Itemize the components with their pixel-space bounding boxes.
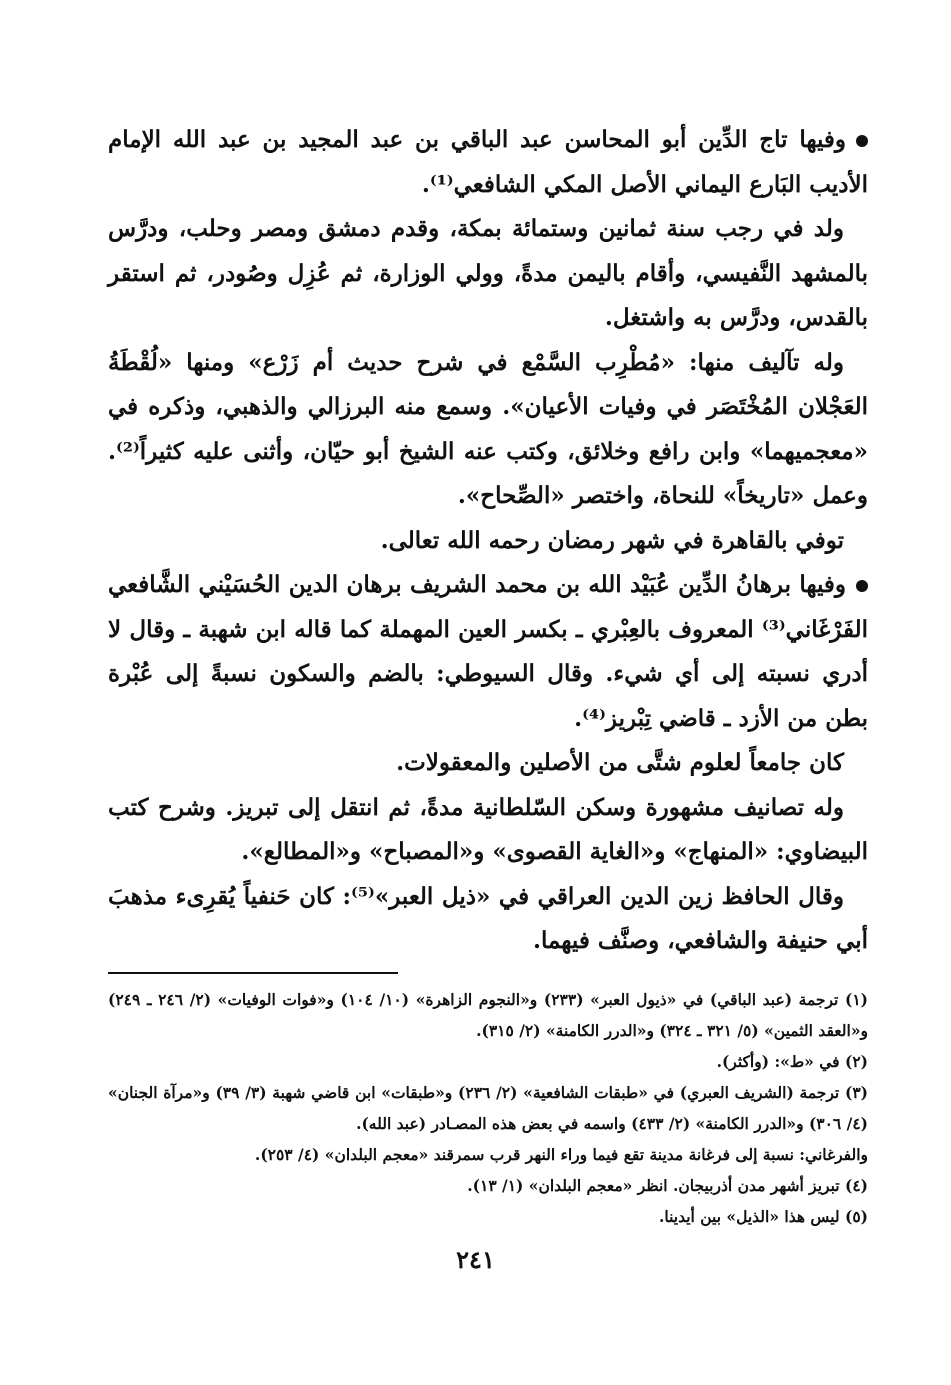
main-text <box>108 118 868 964</box>
paragraph-text: كان جامعاً لعلوم شتَّى من الأصلين والمعقولات. <box>396 749 844 776</box>
page-content <box>108 118 868 1232</box>
footnote-3: (٣) ترجمة (الشريف العبري) في «طبقات الشافعية» (٢/ ٢٣٦) و«طبقات» ابن قاضي شهبة (٣/ ٣٩) و«مرآة الجنان» (٤/ ٣٠٦) و«الدرر الكامنة» (٢/ ٤٣٣) واسمه في بعض هذه المصـادر (عبد الله). <box>108 1082 868 1133</box>
paragraph-5 <box>108 563 868 741</box>
footnote-2: (٢) في «ط»: (وأكثر). <box>716 1051 868 1071</box>
footnote-4: (٤) تبريز أشهر مدن أذربيجان. انظر «معجم البلدان» (١/ ١٣). <box>467 1175 868 1195</box>
bullet-icon <box>856 580 868 592</box>
paragraph-3 <box>108 341 868 519</box>
paragraph-text: وله تصانيف مشهورة وسكن السّلطانية مدةً، ثم انتقل إلى تبريز. وشرح كتب البيضاوي: «المنهاج» و«الغاية القصوى» و«المصباح» و«المطالع». <box>108 793 868 865</box>
paragraph-text: ولد في رجب سنة ثمانين وستمائة بمكة، وقدم دمشق ومصر وحلب، ودرَّس بالمشهد النَّفيسي، وأقام باليمن مدةً، وولي الوزارة، ثم عُزِل وصُودر، ثم استقر بالقدس، ودرَّس به واشتغل. <box>108 215 868 331</box>
footnote-5: (٥) ليس هذا «الذيل» بين أيدينا. <box>658 1206 868 1226</box>
footnote-1: (١) ترجمة (عبد الباقي) في «ذيول العبر» (٢٣٣) و«النجوم الزاهرة» (١٠/ ١٠٤) و«فوات الوفيات» (٢/ ٢٤٦ ـ ٢٤٩) و«العقد الثمين» (٥/ ٣٢١ ـ ٣٢٤) و«الدرر الكامنة» (٢/ ٣١٥). <box>108 989 868 1040</box>
page-number: ٢٤١ <box>456 1245 495 1274</box>
footnote-3-continued: والفرغاني: نسبة إلى فرغانة مدينة تقع فيما وراء النهر قرب سمرقند «معجم البلدان» (٤/ ٢٥٣). <box>254 1144 868 1164</box>
paragraph-4 <box>108 519 868 564</box>
paragraph-text: وفيها برهانُ الدِّين عُبَيْد الله بن محمد الشريف برهان الدين الحُسَيْني الشَّافعي الفَرْغَاني⁽³⁾ المعروف بالعِبْري ـ بكسر العين المهملة كما قاله ابن شهبة ـ وقال لا أدري نسبته إلى أي شيء. وقال السيوطي: بالضم والسكون نسبةً إلى عُبْرة بطن من الأزد ـ قاضي تِبْريز⁽⁴⁾. <box>108 571 868 732</box>
paragraph-text: توفي بالقاهرة في شهر رمضان رحمه الله تعالى. <box>380 526 844 554</box>
bullet-icon <box>856 135 868 147</box>
paragraph-7 <box>108 786 868 875</box>
paragraph-8 <box>108 875 868 964</box>
footnotes <box>108 984 868 1232</box>
paragraph-text: وفيها تاج الدِّين أبو المحاسن عبد الباقي بن عبد المجيد بن عبد الله الإمام الأديب البَارع اليماني الأصل المكي الشافعي⁽¹⁾. <box>108 126 868 198</box>
paragraph-1 <box>108 118 868 207</box>
footnote-separator <box>108 972 398 974</box>
paragraph-text: وقال الحافظ زين الدين العراقي في «ذيل العبر»⁽⁵⁾: كان حَنفياً يُقرِىء مذهبَ أبي حنيفة والشافعي، وصنَّف فيهما. <box>108 882 868 954</box>
paragraph-2 <box>108 207 868 341</box>
paragraph-6 <box>108 741 868 786</box>
paragraph-text: وله تآليف منها: «مُطْرِب السَّمْع في شرح حديث أم زَرْع» ومنها «لُقْطَةُ العَجْلان المُخْتَصَر في وفيات الأعيان». وسمع منه البرزالي والذهبي، وذكره في «معجميهما» وابن رافع وخلائق، وكتب عنه الشيخ أبو حيّان، وأثنى عليه كثيراً⁽²⁾. وعمل «تاريخاً» للنحاة، واختصر «الصِّحاح». <box>108 348 868 509</box>
